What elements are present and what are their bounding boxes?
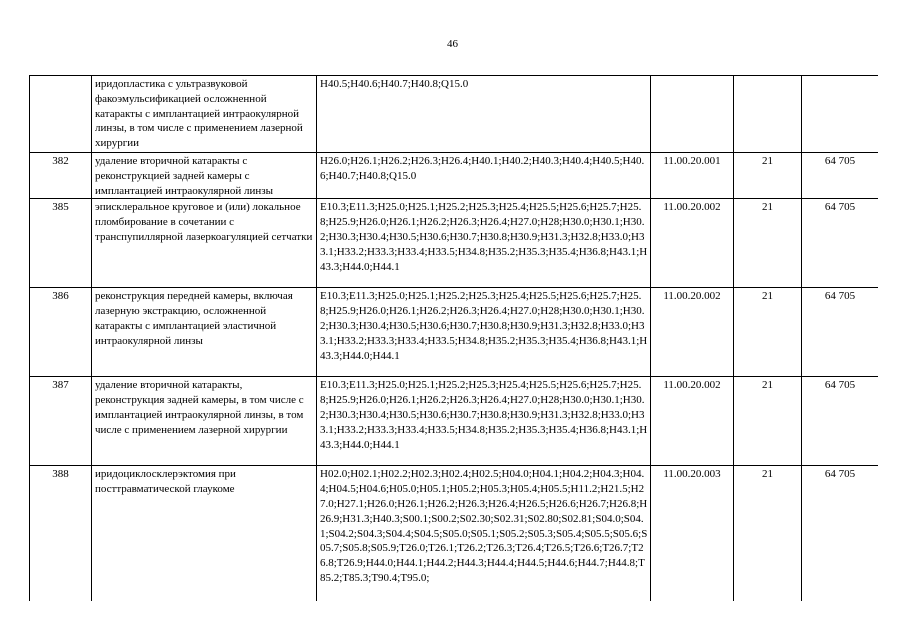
row-number: 382: [30, 153, 92, 199]
procedure-name: реконструкция передней камеры, включая лазерную экстракцию, осложненной катаракты с имплантацией эластичной интраокулярной линзы: [92, 288, 317, 377]
group-code: 11.00.20.003: [651, 466, 734, 601]
procedure-name: иридоциклосклерэктомия при посттравматической глаукоме: [92, 466, 317, 601]
ksg-number: 21: [734, 153, 802, 199]
icd-codes: H02.0;H02.1;H02.2;H02.3;H02.4;H02.5;H04.0;H04.1;H04.2;H04.3;H04.4;H04.5;H04.6;H05.0;H05.1;H05.2;H05.3;H05.4;H05.5;H11.2;H21.5;H27.0;H27.1;H26.0;H26.1;H26.2;H26.3;H26.4;H26.5;H26.6;H26.7;H26.8;H26.9;H31.3;H40.3;S00.1;S00.2;S02.30;S02.31;S02.80;S02.81;S04.0;S04.1;S04.2;S04.3;S04.4;S04.5;S05.0;S05.1;S05.2;S05.3;S05.4;S05.5;S05.6;S05.7;S05.8;S05.9;T26.0;T26.1;T26.2;T26.3;T26.4;T26.5;T26.6;T26.7;T26.8;T26.9;H44.0;H44.1;H44.2;H44.3;H44.4;H44.5;H44.6;H44.7;H44.8;T85.2;T85.3;T90.4;T95.0;: [317, 466, 651, 601]
table-row: [30, 199, 879, 288]
ksg-number: 21: [734, 288, 802, 377]
icd-codes: E10.3;E11.3;H25.0;H25.1;H25.2;H25.3;H25.4;H25.5;H25.6;H25.7;H25.8;H25.9;H26.0;H26.1;H26.2;H26.3;H26.4;H27.0;H28;H30.0;H30.1;H30.2;H30.3;H30.4;H30.5;H30.6;H30.7;H30.8;H30.9;H31.3;H32.8;H33.0;H33.1;H33.2;H33.3;H33.4;H33.5;H34.8;H35.2;H35.3;H35.4;H36.8;H43.1;H43.3;H44.0;H44.1: [317, 288, 651, 377]
table-row: [30, 76, 879, 153]
row-number: 387: [30, 377, 92, 466]
procedures-table-container: [29, 75, 878, 601]
ksg-number: 21: [734, 377, 802, 466]
ksg-number: 21: [734, 466, 802, 601]
procedure-name: эписклеральное круговое и (или) локальное пломбирование в сочетании с транспупиллярной лазеркоагуляцией сетчатки: [92, 199, 317, 288]
ksg-number: [734, 76, 802, 153]
row-number: 386: [30, 288, 92, 377]
group-code: 11.00.20.002: [651, 288, 734, 377]
procedure-name: удаление вторичной катаракты с реконструкцией задней камеры с имплантацией интраокулярной линзы: [92, 153, 317, 199]
row-number: [30, 76, 92, 153]
ksg-number: 21: [734, 199, 802, 288]
tariff-value: 64 705: [802, 199, 879, 288]
group-code: 11.00.20.001: [651, 153, 734, 199]
tariff-value: 64 705: [802, 377, 879, 466]
procedures-table: [29, 75, 878, 601]
tariff-value: 64 705: [802, 288, 879, 377]
table-row: [30, 377, 879, 466]
page-number: 46: [447, 38, 458, 50]
procedure-name: иридопластика с ультразвуковой факоэмульсификацией осложненной катаракты с имплантацией интраокулярной линзы, в том числе с применением лазерной хирургии: [92, 76, 317, 153]
procedure-name: удаление вторичной катаракты, реконструкция задней камеры, в том числе с имплантацией интраокулярной линзы, в том числе с применением лазерной хирургии: [92, 377, 317, 466]
table-row: [30, 288, 879, 377]
icd-codes: H40.5;H40.6;H40.7;H40.8;Q15.0: [317, 76, 651, 153]
icd-codes: E10.3;E11.3;H25.0;H25.1;H25.2;H25.3;H25.4;H25.5;H25.6;H25.7;H25.8;H25.9;H26.0;H26.1;H26.2;H26.3;H26.4;H27.0;H28;H30.0;H30.1;H30.2;H30.3;H30.4;H30.5;H30.6;H30.7;H30.8;H30.9;H31.3;H32.8;H33.0;H33.1;H33.2;H33.3;H33.4;H33.5;H34.8;H35.2;H35.3;H35.4;H36.8;H43.1;H43.3;H44.0;H44.1: [317, 377, 651, 466]
icd-codes: H26.0;H26.1;H26.2;H26.3;H26.4;H40.1;H40.2;H40.3;H40.4;H40.5;H40.6;H40.7;H40.8;Q15.0: [317, 153, 651, 199]
row-number: 388: [30, 466, 92, 601]
icd-codes: E10.3;E11.3;H25.0;H25.1;H25.2;H25.3;H25.4;H25.5;H25.6;H25.7;H25.8;H25.9;H26.0;H26.1;H26.2;H26.3;H26.4;H27.0;H28;H30.0;H30.1;H30.2;H30.3;H30.4;H30.5;H30.6;H30.7;H30.8;H30.9;H31.3;H32.8;H33.0;H33.1;H33.2;H33.3;H33.4;H33.5;H34.8;H35.2;H35.3;H35.4;H36.8;H43.1;H43.3;H44.0;H44.1: [317, 199, 651, 288]
row-number: 385: [30, 199, 92, 288]
table-row: [30, 153, 879, 199]
group-code: [651, 76, 734, 153]
tariff-value: 64 705: [802, 466, 879, 601]
tariff-value: [802, 76, 879, 153]
group-code: 11.00.20.002: [651, 199, 734, 288]
tariff-value: 64 705: [802, 153, 879, 199]
table-row: [30, 466, 879, 601]
group-code: 11.00.20.002: [651, 377, 734, 466]
